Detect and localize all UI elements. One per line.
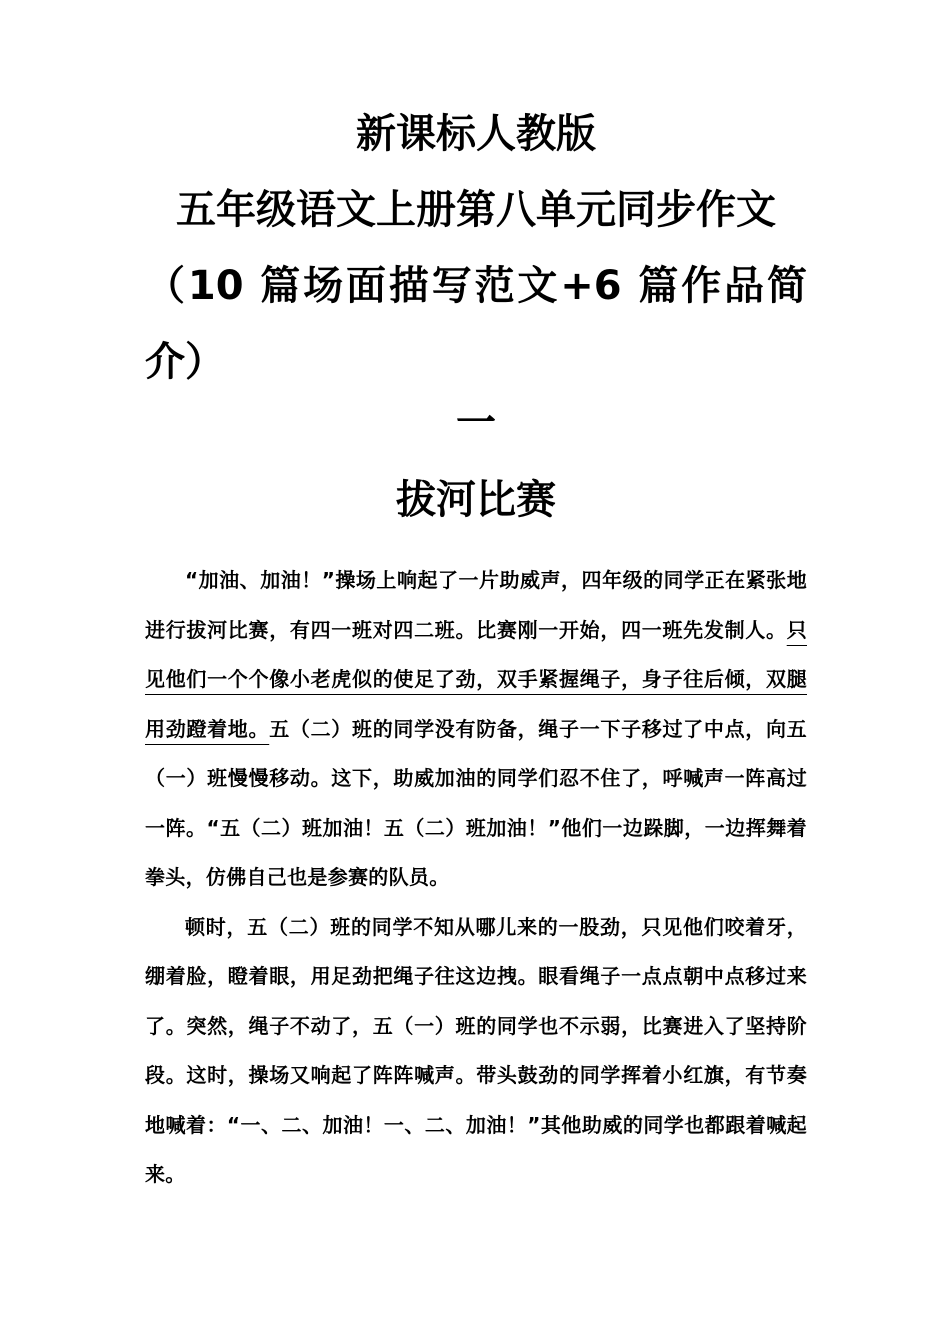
- essay-body: [145, 556, 807, 1200]
- paragraph-1-text-before: “加油、加油！”操场上响起了一片助威声，四年级的同学正在紧张地进行拔河比赛，有四一班对四二班。比赛刚一开始，四一班先发制人。: [145, 568, 807, 642]
- paragraph-2: 顿时，五（二）班的同学不知从哪儿来的一股劲，只见他们咬着牙，绷着脸，瞪着眼，用足劲把绳子往这边拽。眼看绳子一点点朝中点移过来了。突然，绳子不动了，五（一）班的同学也不示弱，比赛进入了坚持阶段。这时，操场又响起了阵阵喊声。带头鼓劲的同学挥着小红旗，有节奏地喊着：“一、二、加油！一、二、加油！”其他助威的同学也都跟着喊起来。: [145, 914, 807, 1186]
- section-number: 一: [456, 400, 496, 446]
- paragraph-1: [145, 556, 807, 903]
- title-line-4: 介）: [145, 339, 225, 385]
- paragraph-1-text-after: 五（二）班的同学没有防备，绳子一下子移过了中点，向五（一）班慢慢移动。这下，助威加油的同学们忍不住了，呼喊声一阵高过一阵。“五（二）班加油！五（二）班加油！”他们一边跺脚，一边挥舞着拳头，仿佛自己也是参赛的队员。: [145, 716, 807, 889]
- paragraph-1-underlined-text: 只见他们一个个像小老虎似的使足了劲，双手紧握绳子，身子往后倾，双腿用劲蹬着地。: [145, 617, 807, 741]
- title-line-1: 新课标人教版: [356, 111, 596, 157]
- title-line-3: （10 篇场面描写范文+6 篇作品简: [145, 263, 807, 309]
- title-line-2: 五年级语文上册第八单元同步作文: [176, 187, 776, 233]
- document-title: [145, 96, 807, 400]
- essay-title: 拔河比赛: [396, 477, 556, 523]
